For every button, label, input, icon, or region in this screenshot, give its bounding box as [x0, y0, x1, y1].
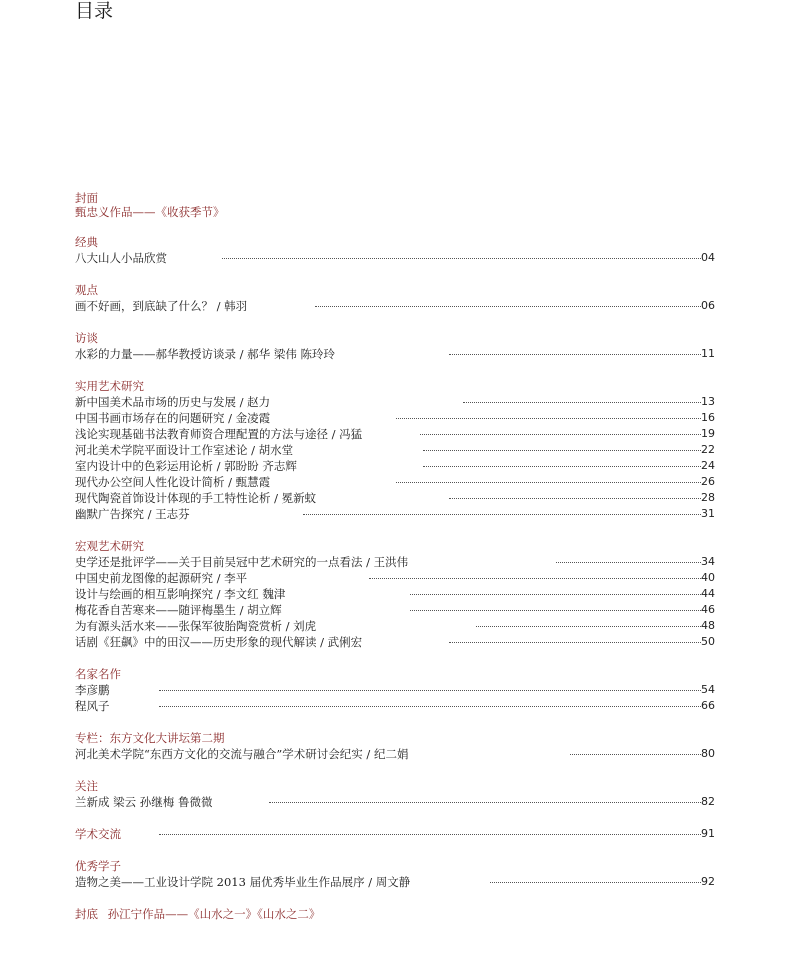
toc-entry-page: 04	[701, 251, 715, 264]
section-heading: 名家名作	[75, 667, 121, 681]
toc-entry-page: 54	[701, 683, 715, 696]
section-heading: 宏观艺术研究	[75, 539, 144, 553]
toc-entry-title: 程风子	[75, 699, 110, 713]
dot-leader	[556, 562, 701, 563]
toc-entry-title: 幽默广告探究 / 王志芬	[75, 507, 190, 521]
dot-leader	[423, 466, 701, 467]
toc-entry-page: 66	[701, 699, 715, 712]
toc-entry-title: 造物之美——工业设计学院 2013 届优秀毕业生作品展序 / 周文静	[75, 875, 411, 889]
toc-entry-title: 史学还是批评学——关于目前吴冠中艺术研究的一点看法 / 王洪伟	[75, 555, 409, 569]
toc-entry[interactable]	[75, 698, 715, 714]
toc-entry-page: 06	[701, 299, 715, 312]
toc-entry-page: 91	[701, 827, 715, 840]
dot-leader	[315, 306, 701, 307]
dot-leader	[269, 802, 701, 803]
dot-leader	[159, 706, 701, 707]
dot-leader	[159, 834, 701, 835]
section-heading-back-cover: 封底	[75, 907, 98, 921]
toc-entry-title: 室内设计中的色彩运用论析 / 郭盼盼 齐志辉	[75, 459, 297, 473]
toc-entry[interactable]	[75, 602, 715, 618]
toc-entry-page: 28	[701, 491, 715, 504]
toc-entry[interactable]	[75, 442, 715, 458]
section-heading: 关注	[75, 779, 98, 793]
toc-entry-page: 22	[701, 443, 715, 456]
dot-leader	[449, 642, 701, 643]
toc-entry-title: 中国书画市场存在的问题研究 / 金凌霞	[75, 411, 271, 425]
dot-leader	[369, 578, 701, 579]
toc-entry-page: 26	[701, 475, 715, 488]
dot-leader	[449, 354, 701, 355]
dot-leader	[396, 482, 701, 483]
toc-entry-title: 现代办公空间人性化设计简析 / 甄慧霞	[75, 475, 271, 489]
toc-entry-page: 34	[701, 555, 715, 568]
dot-leader	[410, 610, 701, 611]
toc-entry-title: 为有源头活水来——张保军彼胎陶瓷赏析 / 刘虎	[75, 619, 317, 633]
dot-leader	[420, 434, 701, 435]
toc-entry-title: 现代陶瓷首饰设计体现的手工特性论析 / 冕新蚊	[75, 491, 317, 505]
dot-leader	[476, 626, 701, 627]
page-title: 目录	[75, 0, 114, 22]
section-heading: 实用艺术研究	[75, 379, 144, 393]
toc-entry[interactable]	[75, 506, 715, 522]
toc-entry-title: 中国史前龙图像的起源研究 / 李平	[75, 571, 248, 585]
toc-entry-page: 13	[701, 395, 715, 408]
cover-entry: 甄忠义作品——《收获季节》	[75, 205, 225, 219]
toc-entry-academic-exchange[interactable]	[75, 826, 715, 842]
section-heading: 经典	[75, 235, 98, 249]
toc-entry-page: 50	[701, 635, 715, 648]
section-heading: 专栏：东方文化大讲坛第二期	[75, 731, 225, 745]
section-heading: 观点	[75, 283, 98, 297]
back-cover-line	[75, 906, 320, 922]
toc-entry-page: 80	[701, 747, 715, 760]
toc-entry[interactable]	[75, 250, 715, 266]
dot-leader	[423, 450, 701, 451]
toc-entry[interactable]	[75, 682, 715, 698]
toc-entry[interactable]	[75, 394, 715, 410]
dot-leader	[490, 882, 701, 883]
toc-entry[interactable]	[75, 346, 715, 362]
toc-entry-title: 画不好画，到底缺了什么？ / 韩羽	[75, 299, 248, 313]
dot-leader	[303, 514, 701, 515]
toc-entry[interactable]	[75, 554, 715, 570]
toc-entry[interactable]	[75, 426, 715, 442]
section-heading: 访谈	[75, 331, 98, 345]
toc-entry-page: 16	[701, 411, 715, 424]
toc-entry-title: 水彩的力量——郝华教授访谈录 / 郝华 梁伟 陈玲玲	[75, 347, 335, 361]
toc-entry-page: 24	[701, 459, 715, 472]
toc-entry-title: 河北美术学院平面设计工作室述论 / 胡水堂	[75, 443, 294, 457]
dot-leader	[570, 754, 701, 755]
toc-entry[interactable]	[75, 410, 715, 426]
toc-entry[interactable]	[75, 298, 715, 314]
toc-entry[interactable]	[75, 874, 715, 890]
toc-entry-title: 八大山人小品欣赏	[75, 251, 167, 265]
toc-entry-title: 李彦鹏	[75, 683, 110, 697]
dot-leader	[396, 418, 701, 419]
toc-entry-page: 48	[701, 619, 715, 632]
toc-entry[interactable]	[75, 586, 715, 602]
toc-entry-title: 河北美术学院“东西方文化的交流与融合”学术研讨会纪实 / 纪二娟	[75, 747, 409, 761]
dot-leader	[449, 498, 701, 499]
toc-entry-page: 92	[701, 875, 715, 888]
dot-leader	[222, 258, 701, 259]
toc-entry[interactable]	[75, 634, 715, 650]
toc-entry[interactable]	[75, 458, 715, 474]
toc-entry-page: 46	[701, 603, 715, 616]
toc-entry-page: 82	[701, 795, 715, 808]
toc-entry-title: 设计与绘画的相互影响探究 / 李文红 魏津	[75, 587, 286, 601]
toc-entry[interactable]	[75, 490, 715, 506]
section-heading: 优秀学子	[75, 859, 121, 873]
toc-entry-title: 兰新成 梁云 孙继梅 鲁微微	[75, 795, 213, 809]
section-heading: 学术交流	[75, 827, 121, 841]
toc-entry[interactable]	[75, 794, 715, 810]
dot-leader	[159, 690, 701, 691]
toc-entry-title: 浅论实现基础书法教育师资合理配置的方法与途径 / 冯猛	[75, 427, 363, 441]
toc-entry[interactable]	[75, 570, 715, 586]
back-cover-entry: 孙江宁作品——《山水之一》《山水之二》	[107, 907, 321, 921]
toc-entry-page: 40	[701, 571, 715, 584]
dot-leader	[463, 402, 701, 403]
toc-entry[interactable]	[75, 746, 715, 762]
toc-entry-page: 11	[701, 347, 715, 360]
toc-entry-title: 梅花香自苦寒来——随评梅墨生 / 胡立辉	[75, 603, 282, 617]
toc-entry-page: 31	[701, 507, 715, 520]
toc-entry-title: 新中国美术品市场的历史与发展 / 赵力	[75, 395, 271, 409]
toc-entry[interactable]	[75, 474, 715, 490]
toc-entry-page: 44	[701, 587, 715, 600]
dot-leader	[410, 594, 701, 595]
toc-entry-page: 19	[701, 427, 715, 440]
toc-entry-title: 话剧《狂飙》中的田汉——历史形象的现代解读 / 武俐宏	[75, 635, 363, 649]
section-heading-cover: 封面	[75, 191, 98, 205]
toc-entry[interactable]	[75, 618, 715, 634]
